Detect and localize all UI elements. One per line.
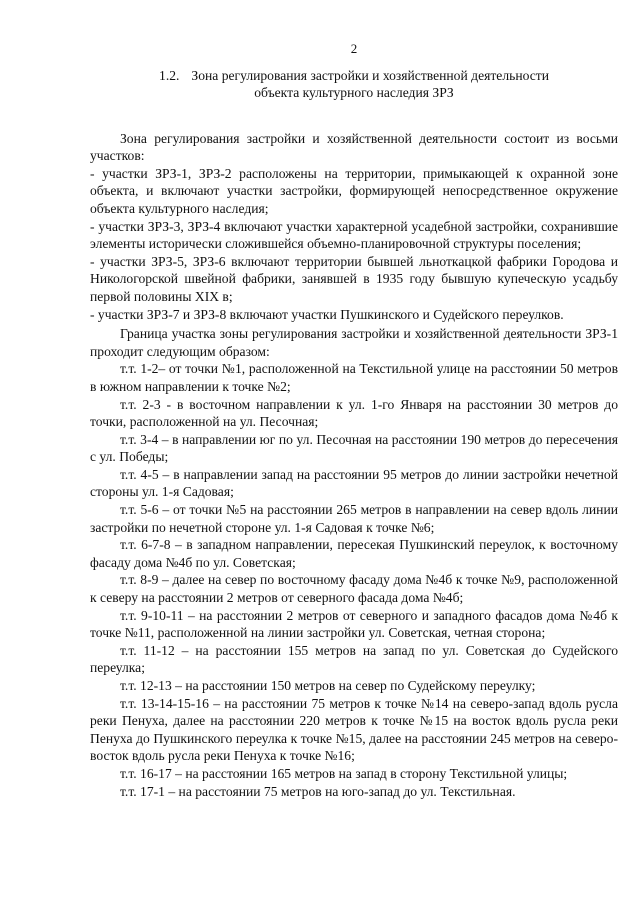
boundary-point: т.т. 12-13 – на расстоянии 150 метров на север по Судейскому переулку; [120,678,536,693]
boundary-point: т.т. 13-14-15-16 – на расстоянии 75 метров к точке №14 на северо-запад вдоль русла реки Пенуха, далее на расстоянии 220 метров к точке №15 на восток вдоль русла реки Пенуха до Пушкинского переулка к точке №15, далее на расстоянии 245 метров на северо-восток вдоль русла реки Пенуха к точке №16; [90,695,618,764]
section-heading [90,67,618,101]
boundary-point: т.т. 8-9 – далее на север по восточному фасаду дома №4б к точке №9, расположенной к северу на расстоянии 2 метров от северного фасада дома №4б; [90,572,618,606]
list-item: - участки ЗРЗ-3, ЗРЗ-4 включают участки характерной усадебной застройки, сохранившие элементы исторически сложившейся объемно-планировочной структуры поселения; [90,218,618,252]
section-title-line2: объекта культурного наследия ЗРЗ [254,84,454,100]
boundary-point: т.т. 16-17 – на расстоянии 165 метров на запад в сторону Текстильной улицы; [120,765,568,781]
section-title-line1: Зона регулирования застройки и хозяйственной деятельности [191,67,549,83]
boundary-point: т.т. 17-1 – на расстоянии 75 метров на юго-запад до ул. Текстильная. [120,783,516,799]
boundary-point: т.т. 3-4 – в направлении юг по ул. Песочная на расстоянии 190 метров до пересечения с ул. Победы; [90,431,618,465]
page-number: 2 [350,41,358,56]
list-item: - участки ЗРЗ-5, ЗРЗ-6 включают территории бывшей льноткацкой фабрики Городова и Никологорской швейной фабрики, занявшей в 1935 году бывшую купеческую усадьбу первой половины XIX в; [90,253,618,304]
boundary-point: т.т. 2-3 - в восточном направлении к ул. 1-го Января на расстоянии 30 метров до точки, расположенной на ул. Песочная; [90,396,618,430]
list-item: - участки ЗРЗ-7 и ЗРЗ-8 включают участки Пушкинского и Судейского переулков. [90,306,564,322]
list-item: - участки ЗРЗ-1, ЗРЗ-2 расположены на территории, примыкающей к охранной зоне объекта, и включают участки застройки, формирующей непосредственное окружение объекта культурного наследия; [90,165,618,216]
boundary-point: т.т. 4-5 – в направлении запад на расстоянии 95 метров до линии застройки нечетной стороны ул. 1-я Садовая; [90,466,618,500]
boundary-intro: Граница участка зоны регулирования застройки и хозяйственной деятельности ЗРЗ-1 проходит следующим образом: [90,326,618,359]
boundary-point: т.т. 6-7-8 – в западном направлении, пересекая Пушкинский переулок, к восточному фасаду дома №4б по ул. Советская; [90,537,618,570]
section-number: 1.2. [159,67,180,83]
boundary-point: т.т. 1-2– от точки №1, расположенной на Текстильной улице на расстоянии 50 метров в южном направлении к точке №2; [90,361,618,394]
boundary-point: т.т. 11-12 – на расстоянии 155 метров на запад по ул. Советская до Судейского переулка; [90,642,618,676]
boundary-point: т.т. 5-6 – от точки №5 на расстоянии 265 метров в направлении на север вдоль линии застройки по нечетной стороне ул. 1-я Садовая к точке №6; [90,502,618,535]
boundary-point: т.т. 9-10-11 – на расстоянии 2 метров от северного и западного фасадов дома №4б к точке №11, расположенной на линии застройки ул. Советская, четная сторона; [90,607,618,641]
intro-paragraph: Зона регулирования застройки и хозяйственной деятельности состоит из восьми участков: [90,130,618,164]
